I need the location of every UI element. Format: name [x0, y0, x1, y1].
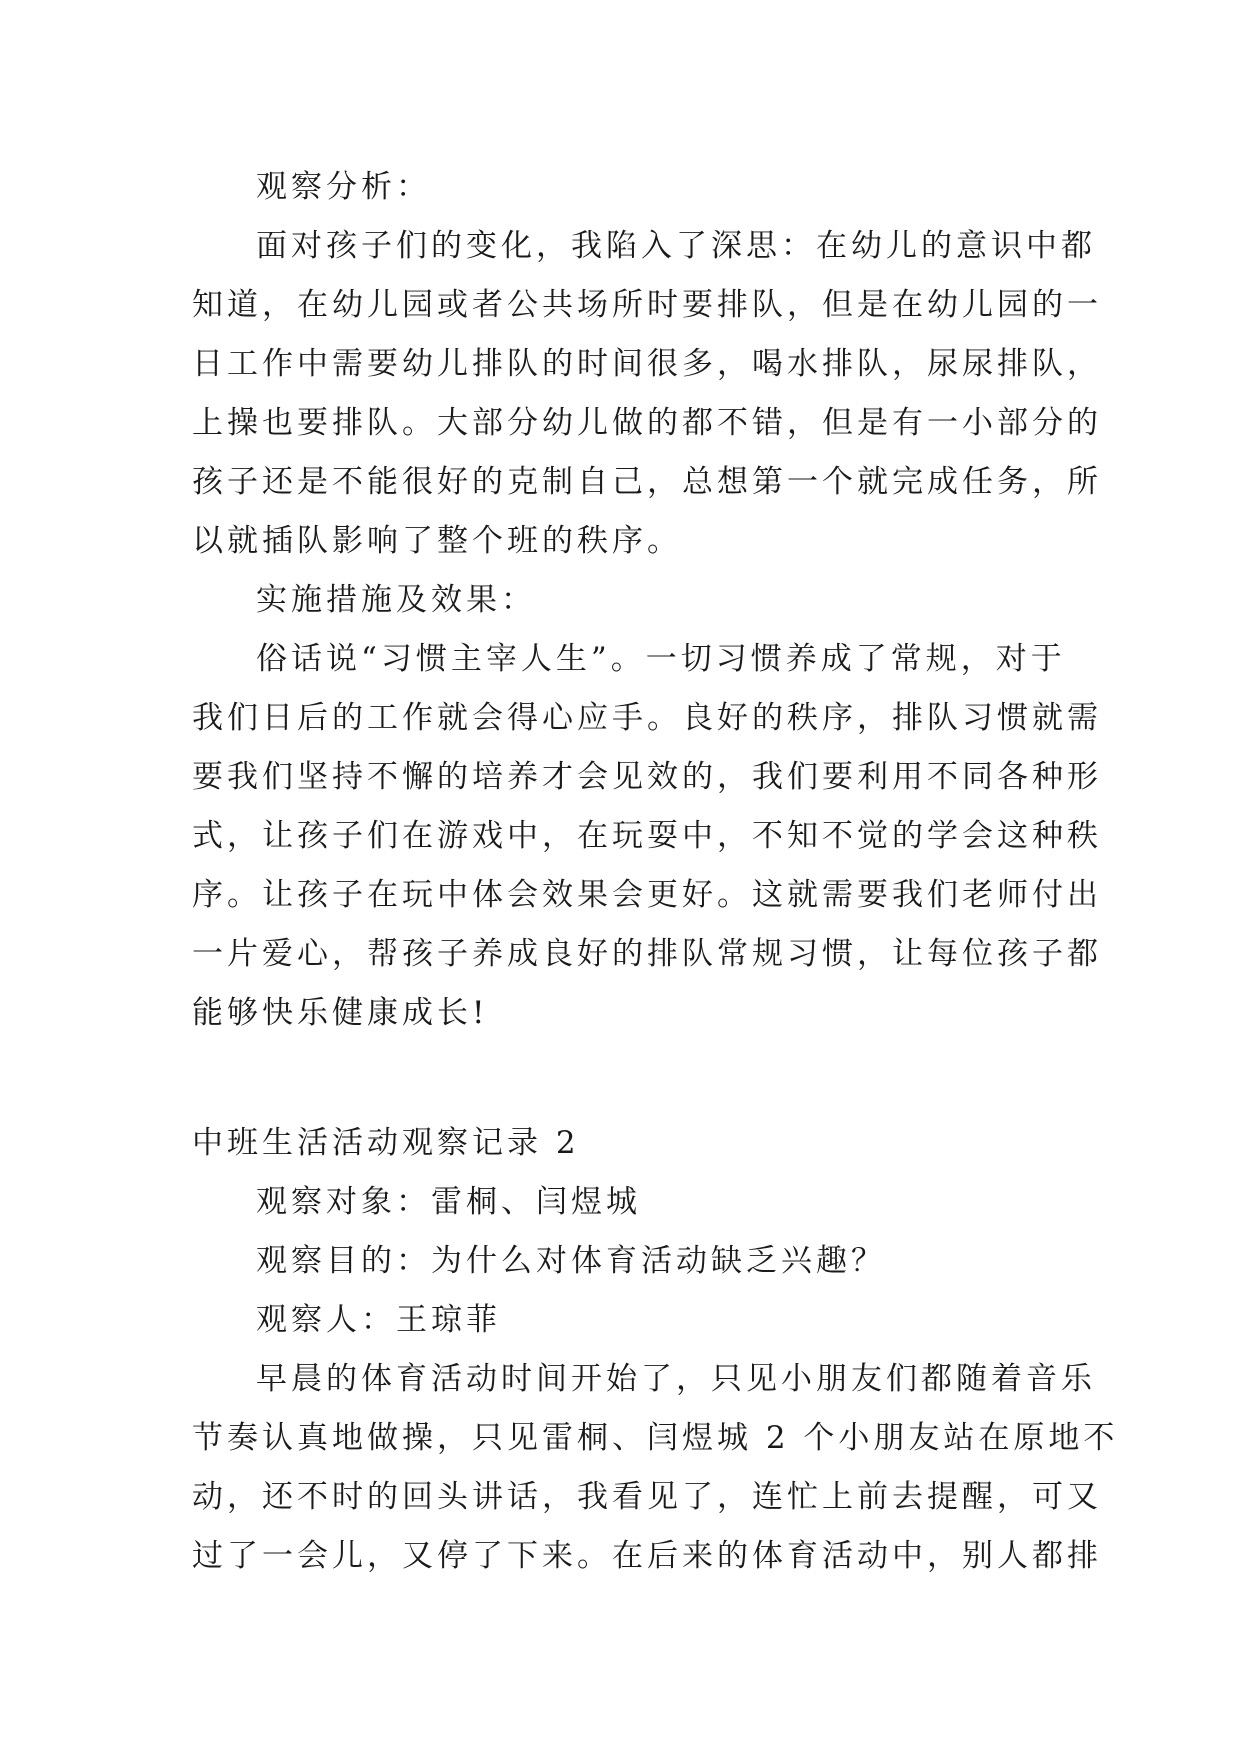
paragraph-line: 孩子还是不能很好的克制自己，总想第一个就完成任务，所 [192, 464, 1102, 500]
observation-subject: 观察对象：雷桐、闫煜城 [256, 1184, 641, 1220]
paragraph-line: 以就插队影响了整个班的秩序。 [192, 523, 682, 559]
record-2-section [192, 1114, 1118, 1586]
paragraph-line: 式，让孩子们在游戏中，在玩耍中，不知不觉的学会这种秩 [192, 818, 1102, 854]
heading-measures-effects: 实施措施及效果： [256, 582, 536, 618]
paragraph-line: 早晨的体育活动时间开始了，只见小朋友们都随着音乐 [256, 1361, 1096, 1397]
paragraph-line: 能够快乐健康成长! [192, 995, 489, 1031]
paragraph-line: 要我们坚持不懈的培养才会见效的，我们要利用不同各种形 [192, 759, 1102, 795]
paragraph-line: 一片爱心，帮孩子养成良好的排队常规习惯，让每位孩子都 [192, 936, 1102, 972]
paragraph-line: 上操也要排队。大部分幼儿做的都不错，但是有一小部分的 [192, 405, 1102, 441]
paragraph-line: 序。让孩子在玩中体会效果会更好。这就需要我们老师付出 [192, 877, 1102, 913]
observer: 观察人：王琼菲 [256, 1302, 501, 1338]
paragraph-line: 日工作中需要幼儿排队的时间很多，喝水排队，尿尿排队， [192, 346, 1102, 382]
record-title: 中班生活活动观察记录 2 [192, 1125, 580, 1161]
paragraph-line: 俗话说“习惯主宰人生”。一切习惯养成了常规，对于 [256, 641, 1066, 677]
paragraph-line: 面对孩子们的变化，我陷入了深思：在幼儿的意识中都 [256, 228, 1096, 264]
paragraph-line: 过了一会儿，又停了下来。在后来的体育活动中，别人都排 [192, 1538, 1102, 1574]
paragraph-line: 动，还不时的回头讲话，我看见了，连忙上前去提醒，可又 [192, 1479, 1102, 1515]
heading-observation-analysis: 观察分析： [256, 169, 431, 205]
paragraph-line: 我们日后的工作就会得心应手。良好的秩序，排队习惯就需 [192, 700, 1102, 736]
paragraph-line: 节奏认真地做操，只见雷桐、闫煜城 2 个小朋友站在原地不 [192, 1420, 1119, 1456]
observation-purpose: 观察目的：为什么对体育活动缺乏兴趣？ [256, 1243, 886, 1279]
analysis-section [192, 158, 1102, 1043]
paragraph-line: 知道，在幼儿园或者公共场所时要排队，但是在幼儿园的一 [192, 287, 1102, 323]
